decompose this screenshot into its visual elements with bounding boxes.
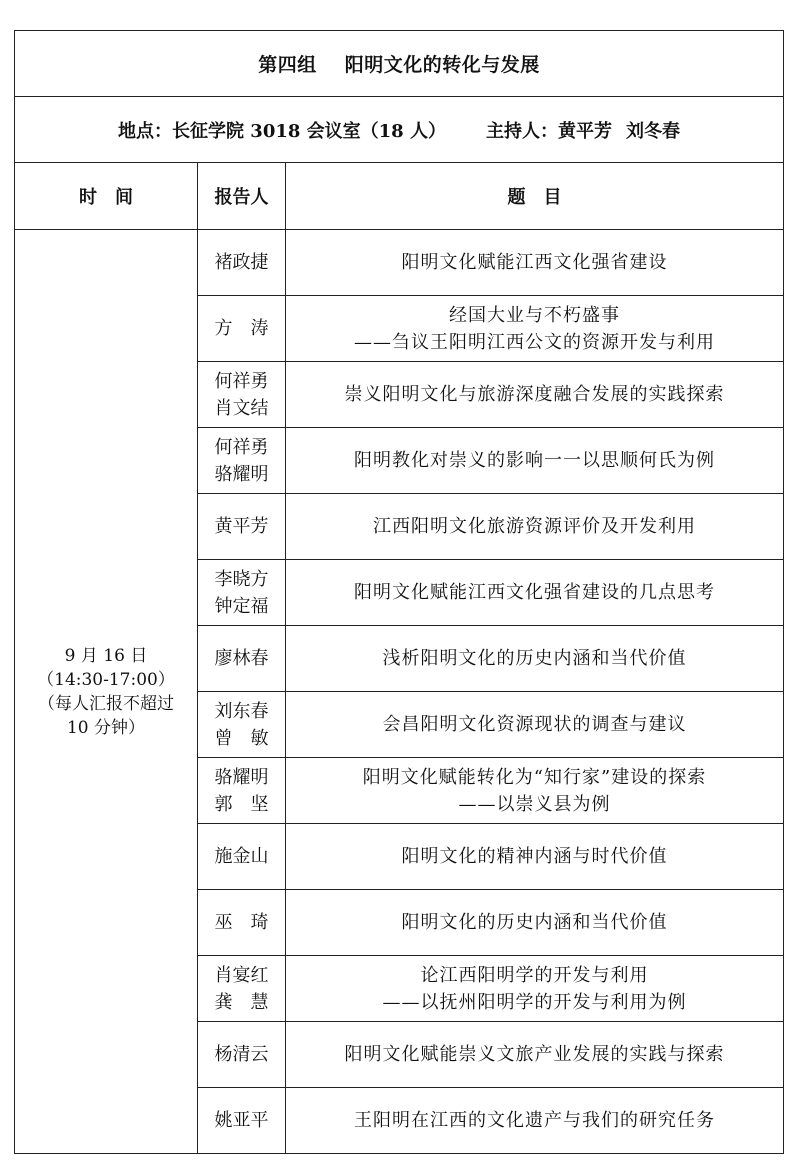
- speaker-name: 曾 敏: [214, 727, 269, 749]
- speaker-cell: [198, 230, 286, 296]
- topic-title: 阳明文化的历史内涵和当代价值: [401, 912, 668, 933]
- speaker-cell: [198, 428, 286, 494]
- speaker-cell: [198, 560, 286, 626]
- speaker-cell: [198, 758, 286, 824]
- speaker-cell: [198, 1022, 286, 1088]
- speaker-name: 褚政捷: [214, 252, 269, 273]
- speaker-cell: [198, 692, 286, 758]
- speaker-name: 施金山: [214, 846, 269, 867]
- header-time: 时 间: [15, 163, 198, 230]
- topic-title: 会昌阳明文化资源现状的调查与建议: [382, 714, 687, 735]
- topic-subtitle: ——以抚州阳明学的开发与利用为例: [382, 991, 687, 1013]
- topic-title: 阳明文化的精神内涵与时代价值: [401, 846, 668, 867]
- speaker-name: 骆耀明: [214, 463, 269, 485]
- topic-title: 浅析阳明文化的历史内涵和当代价值: [382, 648, 687, 669]
- speaker-cell: [198, 1088, 286, 1154]
- speaker-name: 姚亚平: [214, 1110, 269, 1131]
- speaker-name: 方 涛: [214, 318, 269, 339]
- time-note1: （每人汇报不超过: [38, 693, 174, 714]
- time-date: 9 月 16 日: [64, 645, 148, 666]
- speaker-name: 骆耀明: [214, 766, 269, 788]
- header-row: [15, 163, 784, 230]
- time-hours: （14:30-17:00）: [37, 669, 175, 690]
- topic-cell: [286, 956, 784, 1022]
- schedule-rows: [15, 230, 784, 1154]
- host-name-1: 黄平芳: [557, 120, 612, 142]
- topic-cell: [286, 230, 784, 296]
- speaker-name: 廖林春: [214, 648, 269, 669]
- speaker-name: 钟定福: [214, 595, 269, 617]
- topic-title: 阳明文化赋能转化为“知行家”建设的探索: [362, 766, 707, 788]
- speaker-name: 何祥勇: [214, 370, 269, 392]
- speaker-cell: [198, 824, 286, 890]
- speaker-name: 李晓方: [214, 568, 269, 590]
- group-theme: 阳明文化的转化与发展: [344, 54, 540, 76]
- topic-title: 阳明文化赋能江西文化强省建设: [401, 252, 668, 273]
- group-number: 第四组: [258, 54, 317, 76]
- speaker-name: 肖宴红: [214, 964, 269, 986]
- header-speaker: 报告人: [198, 163, 286, 230]
- speaker-name: 何祥勇: [214, 436, 269, 458]
- topic-subtitle: ——刍议王阳明江西公文的资源开发与利用: [354, 331, 715, 353]
- speaker-name: 巫 琦: [214, 912, 269, 933]
- speaker-cell: [198, 890, 286, 956]
- speaker-cell: [198, 956, 286, 1022]
- table-row: [15, 230, 784, 296]
- speaker-name: 刘东春: [214, 700, 269, 722]
- topic-cell: [286, 626, 784, 692]
- topic-title: 阳明文化赋能江西文化强省建设的几点思考: [354, 582, 715, 603]
- topic-title: 阳明教化对崇义的影响一一以思顺何氏为例: [354, 450, 715, 471]
- topic-cell: [286, 1088, 784, 1154]
- topic-cell: [286, 758, 784, 824]
- time-cell: [15, 230, 198, 1154]
- speaker-name: 黄平芳: [214, 516, 269, 537]
- topic-title: 王阳明在江西的文化遗产与我们的研究任务: [354, 1110, 715, 1131]
- speaker-cell: [198, 362, 286, 428]
- location-text: 长征学院 3018 会议室（18 人）: [172, 120, 446, 142]
- speaker-name: 肖文结: [214, 397, 269, 419]
- schedule-table: [14, 30, 784, 1154]
- topic-cell: [286, 428, 784, 494]
- topic-cell: [286, 692, 784, 758]
- topic-title: 论江西阳明学的开发与利用: [420, 964, 649, 986]
- topic-title: 江西阳明文化旅游资源评价及开发利用: [373, 516, 696, 537]
- topic-cell: [286, 494, 784, 560]
- speaker-cell: [198, 296, 286, 362]
- speaker-name: 杨清云: [214, 1044, 269, 1065]
- topic-title: 阳明文化赋能崇义文旅产业发展的实践与探索: [344, 1044, 725, 1065]
- speaker-name: 龚 慧: [214, 991, 269, 1013]
- speaker-cell: [198, 626, 286, 692]
- venue-info: [15, 97, 784, 163]
- topic-cell: [286, 560, 784, 626]
- group-title: [15, 31, 784, 97]
- topic-title: 崇义阳明文化与旅游深度融合发展的实践探索: [344, 384, 725, 405]
- time-note2: 10 分钟）: [66, 717, 146, 738]
- topic-cell: [286, 890, 784, 956]
- header-topic: 题 目: [286, 163, 784, 230]
- topic-cell: [286, 296, 784, 362]
- host-label: 主持人：: [485, 120, 558, 142]
- topic-cell: [286, 1022, 784, 1088]
- topic-title: 经国大业与不朽盛事: [449, 304, 620, 326]
- speaker-cell: [198, 494, 286, 560]
- speaker-name: 郭 坚: [214, 793, 269, 815]
- topic-cell: [286, 362, 784, 428]
- host-name-2: 刘冬春: [625, 120, 680, 142]
- topic-subtitle: ——以崇义县为例: [458, 793, 611, 815]
- topic-cell: [286, 824, 784, 890]
- location-label: 地点：: [118, 120, 173, 142]
